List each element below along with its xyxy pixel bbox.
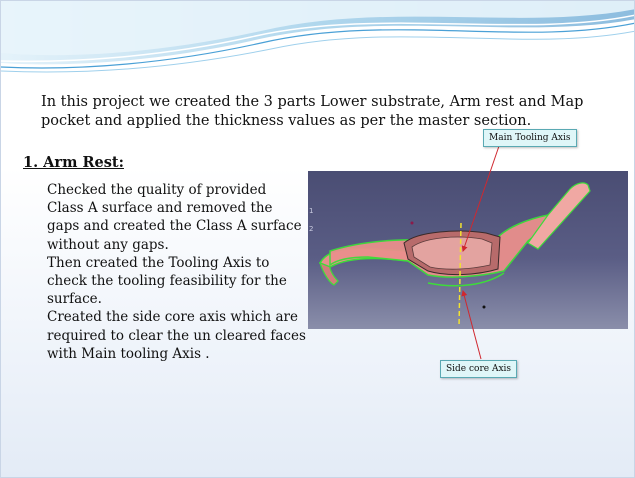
cad-viewport-image [308, 171, 628, 329]
header-wave-decoration [1, 1, 635, 81]
main-tooling-axis-callout: Main Tooling Axis [483, 129, 577, 147]
paragraph-class-a-surface: Checked the quality of provided Class A surface and removed the gaps and created the Class A surface without any gaps. [47, 182, 302, 253]
section-heading: 1. Arm Rest: [23, 154, 124, 171]
axis-tick-1: 1 [309, 207, 314, 215]
arm-rest-model [308, 171, 628, 329]
arm-rest-lip [320, 263, 338, 285]
intro-paragraph: In this project we created the 3 parts Lower substrate, Arm rest and Map pocket and applied the thickness values as per the master section. [41, 94, 584, 129]
arm-rest-description [47, 181, 307, 363]
axis-tick-2: 2 [309, 225, 314, 233]
paragraph-side-core-axis: Created the side core axis which are required to clear the un cleared faces with Main tooling Axis . [47, 309, 306, 362]
paragraph-tooling-axis: Then created the Tooling Axis to check the tooling feasibility for the surface. [47, 254, 287, 308]
side-core-axis-callout: Side core Axis [440, 360, 517, 378]
arm-rest-end [528, 183, 590, 249]
